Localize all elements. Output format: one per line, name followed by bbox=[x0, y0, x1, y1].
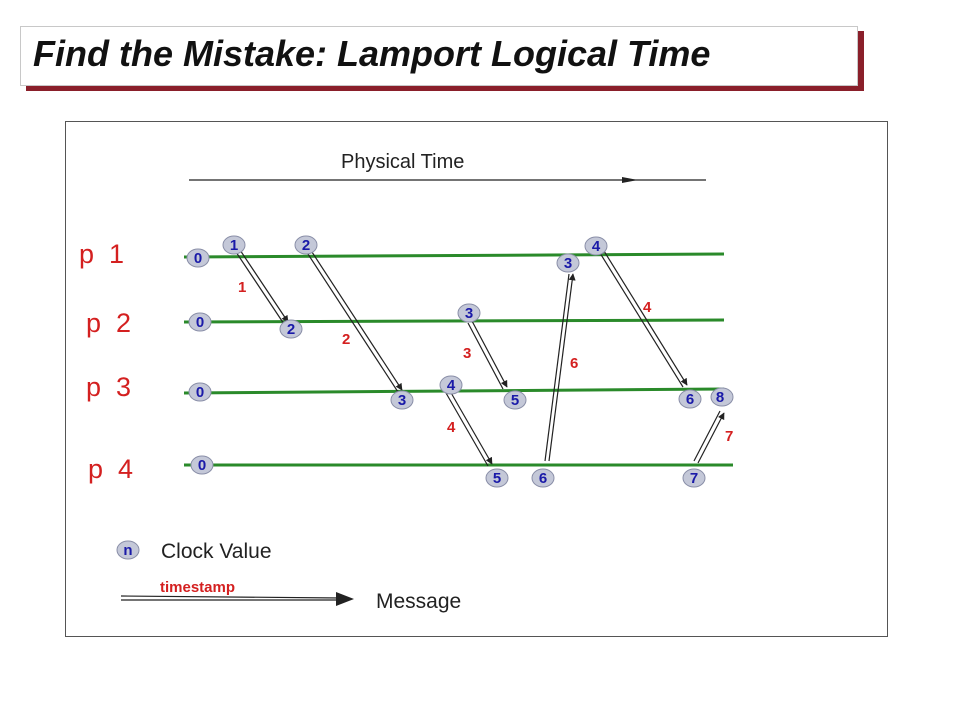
event-node bbox=[504, 391, 526, 409]
process-label-p1: p 1 bbox=[79, 239, 125, 269]
event-node bbox=[191, 456, 213, 474]
legend-message-arrow bbox=[121, 592, 354, 606]
event-node bbox=[486, 469, 508, 487]
timestamp-label: 7 bbox=[725, 428, 734, 445]
event-node bbox=[187, 249, 209, 267]
clock-value: 7 bbox=[689, 470, 699, 487]
event-node bbox=[280, 320, 302, 338]
legend-timestamp-label: timestamp bbox=[160, 579, 236, 596]
clock-value: 6 bbox=[538, 470, 548, 487]
event-node bbox=[458, 304, 480, 322]
timestamp-label: 4 bbox=[447, 419, 456, 436]
event-node bbox=[585, 237, 607, 255]
event-node bbox=[440, 376, 462, 394]
physical-time-label: Physical Time bbox=[341, 151, 465, 173]
process-label-p4: p 4 bbox=[88, 454, 134, 484]
timestamp-label: 6 bbox=[570, 355, 579, 372]
legend bbox=[117, 540, 461, 613]
event-node bbox=[223, 236, 245, 254]
clock-value: 0 bbox=[195, 314, 205, 331]
event-node bbox=[683, 469, 705, 487]
event-node bbox=[557, 254, 579, 272]
clock-value: 3 bbox=[397, 392, 407, 409]
message-p4-p1 bbox=[545, 274, 573, 461]
clock-value: 3 bbox=[464, 305, 474, 322]
clock-value: 2 bbox=[301, 237, 311, 254]
legend-message-label: Message bbox=[376, 590, 462, 613]
clock-value: 2 bbox=[286, 321, 296, 338]
process-line-p1 bbox=[184, 254, 724, 257]
event-node bbox=[532, 469, 554, 487]
page-title: Find the Mistake: Lamport Logical Time bbox=[33, 33, 711, 74]
event-node bbox=[295, 236, 317, 254]
clock-value: 0 bbox=[195, 384, 205, 401]
clock-value: 6 bbox=[685, 391, 695, 408]
timestamp-label: 2 bbox=[342, 331, 351, 348]
process-label-p2: p 2 bbox=[86, 308, 132, 338]
process-label-p3: p 3 bbox=[86, 372, 132, 402]
clock-value: 5 bbox=[510, 392, 520, 409]
event-node bbox=[189, 383, 211, 401]
clock-value: 0 bbox=[193, 250, 203, 267]
timestamp-label: 3 bbox=[463, 345, 472, 362]
legend-clock-symbol-text: n bbox=[123, 542, 133, 559]
message-p2-p3 bbox=[468, 321, 507, 389]
lamport-diagram bbox=[66, 122, 887, 636]
clock-value: 3 bbox=[563, 255, 573, 272]
clock-value: 4 bbox=[591, 238, 601, 255]
clock-value: 5 bbox=[492, 470, 502, 487]
legend-clock-label: Clock Value bbox=[161, 540, 272, 563]
event-node bbox=[711, 388, 733, 406]
legend-clock-symbol bbox=[117, 541, 139, 559]
event-node bbox=[189, 313, 211, 331]
clock-value: 1 bbox=[229, 237, 239, 254]
clock-value: 0 bbox=[197, 457, 207, 474]
clock-value: 4 bbox=[446, 377, 456, 394]
timestamp-label: 4 bbox=[643, 299, 652, 316]
message-p4-p3 bbox=[694, 411, 724, 463]
clock-value: 8 bbox=[715, 389, 725, 406]
event-node bbox=[679, 390, 701, 408]
event-node bbox=[391, 391, 413, 409]
diagram-frame bbox=[65, 121, 888, 637]
physical-time-arrowhead bbox=[622, 177, 638, 183]
title-banner bbox=[20, 26, 858, 86]
timestamp-label: 1 bbox=[238, 279, 247, 296]
